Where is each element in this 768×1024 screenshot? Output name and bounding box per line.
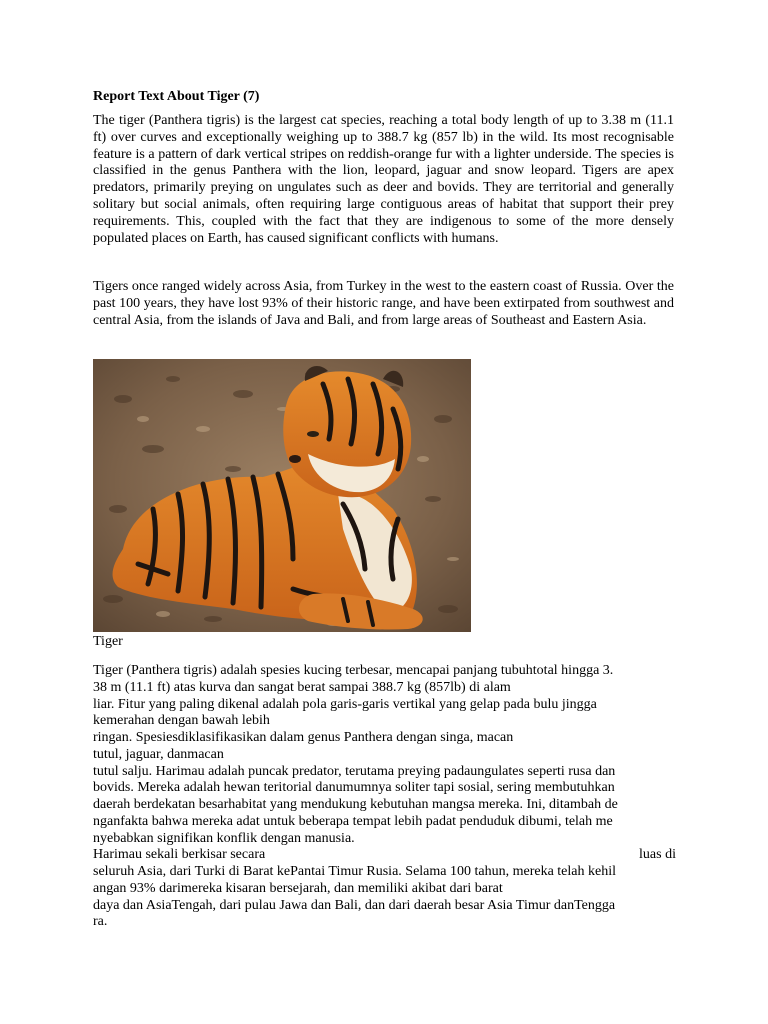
translation-line: ra.: [93, 914, 108, 930]
translation-line: tutul salju. Harimau adalah puncak predator, terutama preying padaungulates seperti rusa dan: [93, 763, 616, 779]
translation-line: kemerahan dengan bawah lebih: [93, 713, 270, 729]
translation-line: daerah berdekatan besarhabitat yang mendukung kebutuhan mangsa mereka. Ini, ditambah de: [93, 797, 618, 812]
document-title: Report Text About Tiger (7): [93, 89, 260, 104]
translation-line: ringan. Spesiesdiklasifikasikan dalam genus Panthera dengan singa, macan: [93, 730, 514, 745]
translation-line: nganfakta bahwa mereka adat untuk beberapa tempat lebih padat penduduk dibumi, telah me: [93, 813, 613, 829]
translation-line: bovids. Mereka adalah hewan teritorial danumumnya soliter tapi sosial, sering membutuhkan: [93, 780, 615, 796]
translation-line: angan 93% darimereka kisaran bersejarah, dan memiliki akibat dari barat: [93, 880, 503, 896]
translation-line: daya dan AsiaTengah, dari pulau Jawa dan Bali, dan dari daerah besar Asia Timur danTengga: [93, 897, 616, 913]
indonesian-translation: [93, 663, 676, 931]
split-line-left: Harimau sekali berkisar secara: [93, 847, 266, 863]
translation-line: liar. Fitur yang paling dikenal adalah pola garis-garis vertikal yang gelap pada bulu jingga: [93, 696, 597, 712]
translation-split-line: [93, 847, 676, 864]
translation-line: Tiger (Panthera tigris) adalah spesies kucing terbesar, mencapai panjang tubuhtotal hingga 3.: [93, 663, 614, 678]
translation-line: tutul, jaguar, danmacan: [93, 746, 224, 762]
paragraph-tiger-range: Tigers once ranged widely across Asia, from Turkey in the west to the eastern coast of Russia. Over the past 100 years, they have lost 93% of their historic range, and have been extirpated from southwest and central Asia, from the islands of Java and Bali, and from large areas of Southeast and Eastern Asia.: [93, 279, 674, 328]
translation-line: nyebabkan signifikan konflik dengan manusia.: [93, 830, 355, 846]
translation-line: seluruh Asia, dari Turki di Barat kePantai Timur Rusia. Selama 100 tahun, mereka telah kehil: [93, 864, 616, 879]
paragraph-tiger-description: The tiger (Panthera tigris) is the largest cat species, reaching a total body length of up to 3.38 m (11.1 ft) over curves and exceptionally weighing up to 388.7 kg (857 lb) in the wild. Its most recognisable feature is a pattern of dark vertical stripes on reddish-orange fur with a lighter underside. The species is classified in the genus Panthera with the lion, leopard, jaguar and snow leopard. Tigers are apex predators, primarily preying on ungulates such as deer and bovids. They are territorial and generally solitary but social animals, often requiring large contiguous areas of habitat that support their prey requirements. This, coupled with the fact that they are indigenous to some of the more densely populated places on Earth, has caused significant conflicts with humans.: [93, 113, 674, 246]
tiger-photo: [93, 359, 471, 632]
translation-line: 38 m (11.1 ft) atas kurva dan sangat berat sampai 388.7 kg (857lb) di alam: [93, 679, 511, 695]
figure-caption: Tiger: [93, 634, 123, 649]
split-line-right: luas di: [639, 847, 676, 863]
